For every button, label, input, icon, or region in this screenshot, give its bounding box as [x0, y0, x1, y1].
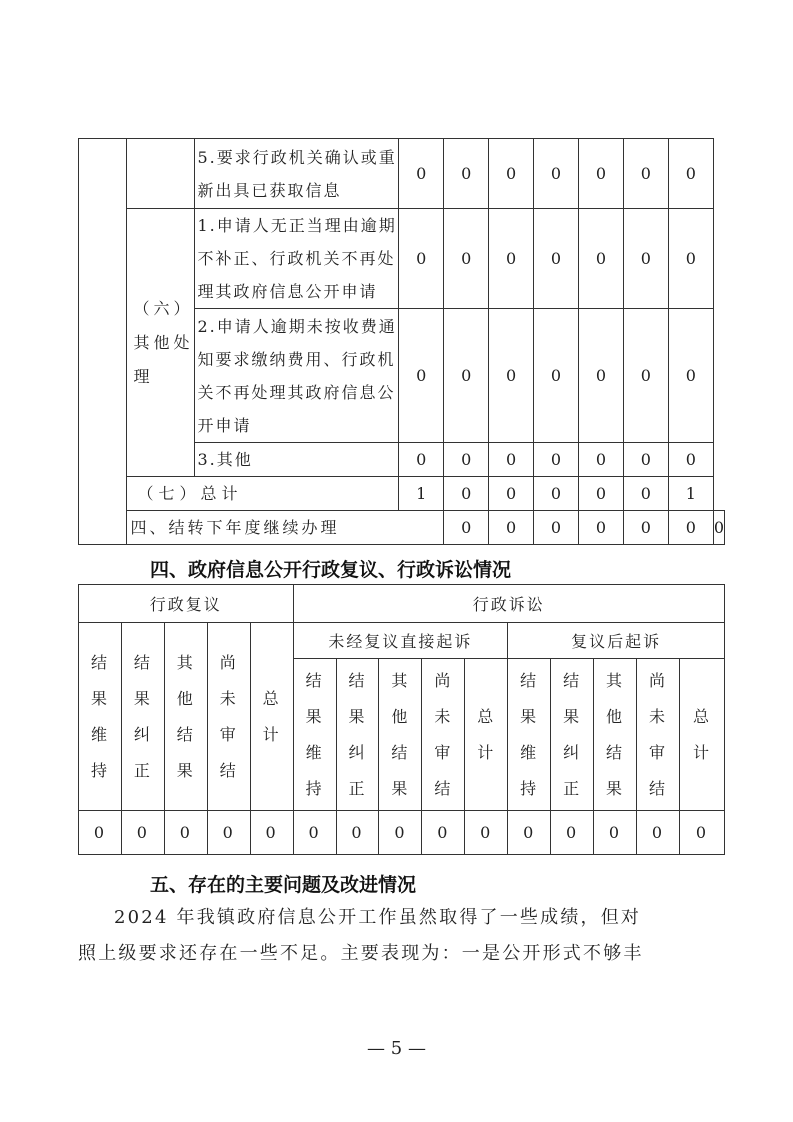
total-label: （七）总计 [127, 477, 399, 511]
row-label: 5.要求行政机关确认或重新出具已获取信息 [194, 139, 399, 209]
carryover-label: 四、结转下年度继续办理 [127, 511, 444, 545]
table-row [79, 209, 725, 309]
after-review-header: 复议后起诉 [508, 623, 725, 659]
cell-value: 0 [465, 811, 508, 855]
col-label: 结 果 维 持 [79, 623, 122, 811]
review-header: 行政复议 [79, 585, 294, 623]
cell-value: 0 [713, 511, 724, 545]
cell-value: 0 [578, 511, 623, 545]
cell-value: 0 [444, 209, 489, 309]
col-label: 总 计 [465, 659, 508, 811]
cell-value: 0 [164, 811, 207, 855]
cell-value: 0 [623, 309, 668, 443]
cell-value: 0 [293, 811, 336, 855]
cell-value: 0 [534, 443, 579, 477]
section5-heading: 五、存在的主要问题及改进情况 [150, 874, 417, 896]
cell-value: 0 [336, 811, 379, 855]
cell-value: 0 [444, 477, 489, 511]
col-label: 其 他 结 果 [379, 659, 422, 811]
cell-value: 0 [578, 477, 623, 511]
cell-value: 0 [79, 811, 122, 855]
cell-value: 0 [623, 139, 668, 209]
litigation-header: 行政诉讼 [293, 585, 724, 623]
col-label: 总 计 [250, 623, 293, 811]
col-label: 尚 未 审 结 [636, 659, 679, 811]
cell-value: 0 [534, 209, 579, 309]
cell-value: 0 [399, 309, 444, 443]
col-label: 结 果 维 持 [293, 659, 336, 811]
cell-value: 0 [379, 811, 422, 855]
cell-value: 0 [534, 511, 579, 545]
cell-value: 0 [623, 443, 668, 477]
table-row [79, 585, 725, 623]
cell-value: 0 [679, 811, 724, 855]
cell-value: 0 [551, 811, 594, 855]
cell-value: 0 [578, 309, 623, 443]
page-number: — 5 — [367, 1038, 426, 1059]
cell-value: 1 [399, 477, 444, 511]
col-label: 其 他 结 果 [594, 659, 637, 811]
section4-heading: 四、政府信息公开行政复议、行政诉讼情况 [150, 559, 512, 581]
cell-value: 0 [636, 811, 679, 855]
cell-value: 0 [489, 477, 534, 511]
group-five-cell [127, 139, 194, 209]
cell-value: 0 [489, 209, 534, 309]
cell-value: 0 [534, 309, 579, 443]
cell-value: 0 [489, 511, 534, 545]
cell-value: 0 [444, 511, 489, 545]
col-label: 尚 未 审 结 [422, 659, 465, 811]
carryover-row [79, 511, 725, 545]
cell-value: 0 [668, 309, 713, 443]
cell-value: 0 [668, 209, 713, 309]
cell-value: 0 [121, 811, 164, 855]
col-label: 尚 未 审 结 [207, 623, 250, 811]
cell-value: 0 [668, 139, 713, 209]
cell-value: 0 [623, 511, 668, 545]
cell-value: 0 [489, 443, 534, 477]
paragraph-line: 2024 年我镇政府信息公开工作虽然取得了一些成绩，但对 [114, 907, 642, 928]
cell-value: 0 [444, 443, 489, 477]
cell-value: 0 [422, 811, 465, 855]
cell-value: 0 [444, 309, 489, 443]
application-handling-table [78, 138, 725, 545]
row-label: 3.其他 [194, 443, 399, 477]
cell-value: 0 [668, 511, 713, 545]
col-label: 结 果 纠 正 [121, 623, 164, 811]
review-litigation-table [78, 584, 725, 855]
cell-value: 0 [489, 139, 534, 209]
cell-value: 1 [668, 477, 713, 511]
direct-suit-header: 未经复议直接起诉 [293, 623, 508, 659]
cell-value: 0 [207, 811, 250, 855]
cell-value: 0 [534, 477, 579, 511]
table-row [79, 139, 725, 209]
col-label: 结 果 纠 正 [336, 659, 379, 811]
cell-value: 0 [623, 477, 668, 511]
group-six-label: （六）其他处理 [127, 209, 194, 477]
table-row [79, 623, 725, 659]
cell-value: 0 [444, 139, 489, 209]
cell-value: 0 [250, 811, 293, 855]
col-label: 结 果 维 持 [508, 659, 551, 811]
row-label: 2.申请人逾期未按收费通知要求缴纳费用、行政机关不再处理其政府信息公开申请 [194, 309, 399, 443]
cell-value: 0 [534, 139, 579, 209]
row-label: 1.申请人无正当理由逾期不补正、行政机关不再处理其政府信息公开申请 [194, 209, 399, 309]
total-row [79, 477, 725, 511]
col-label: 其 他 结 果 [164, 623, 207, 811]
cell-value: 0 [623, 209, 668, 309]
col-label: 总 计 [679, 659, 724, 811]
col-label: 结 果 纠 正 [551, 659, 594, 811]
paragraph-line: 照上级要求还存在一些不足。主要表现为：一是公开形式不够丰 [78, 943, 644, 964]
cell-value: 0 [399, 443, 444, 477]
values-row [79, 811, 725, 855]
cell-value: 0 [489, 309, 534, 443]
cell-value: 0 [594, 811, 637, 855]
cell-value: 0 [578, 209, 623, 309]
cell-value: 0 [578, 139, 623, 209]
cell-value: 0 [578, 443, 623, 477]
cell-value: 0 [399, 139, 444, 209]
cell-value: 0 [668, 443, 713, 477]
cell-value: 0 [508, 811, 551, 855]
cell-value: 0 [399, 209, 444, 309]
outer-group-cell [79, 139, 127, 545]
